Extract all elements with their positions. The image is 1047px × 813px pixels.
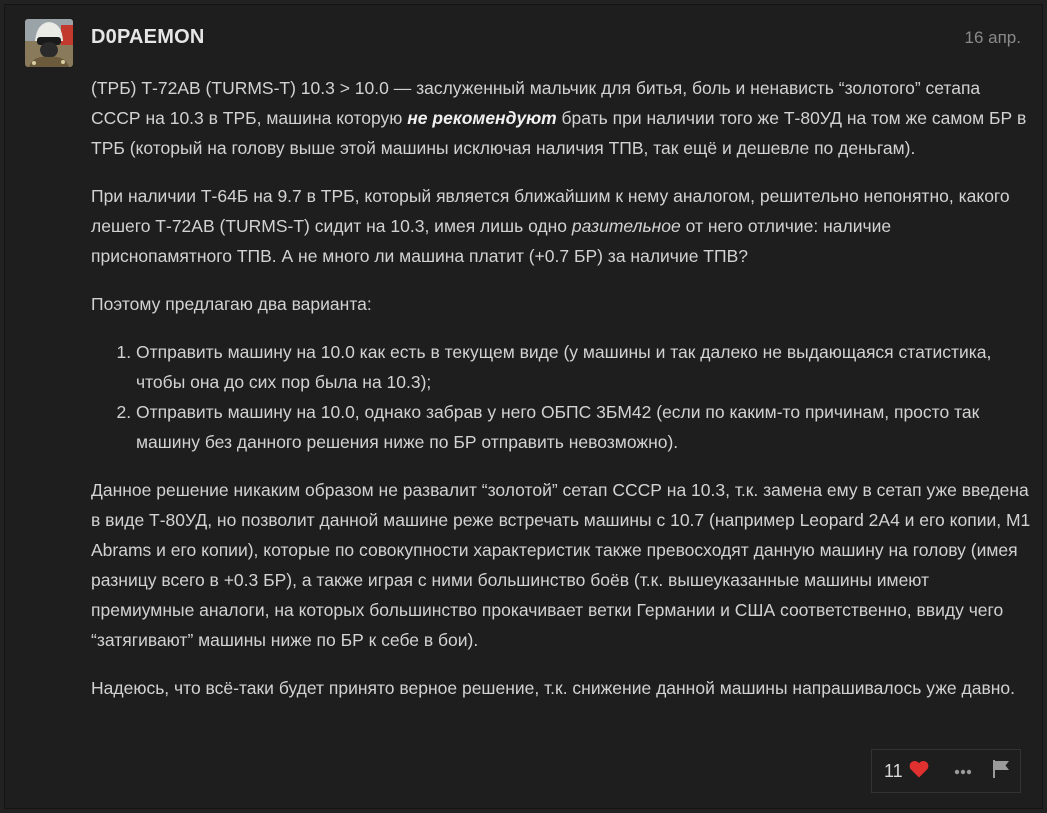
more-options-button[interactable] [943, 750, 981, 792]
options-list [91, 337, 1031, 457]
paragraph-5: Надеюсь, что всё-таки будет принято верное решение, т.к. снижение данной машины напрашивалось уже давно. [91, 678, 1016, 698]
paragraph-3: Поэтому предлагаю два варианта: [91, 294, 372, 314]
flag-icon [992, 759, 1010, 784]
emphasis-not-recommended: не рекомендуют [407, 108, 557, 128]
heart-icon [909, 760, 929, 783]
like-count: 11 [884, 760, 903, 781]
ellipsis-icon [954, 762, 972, 780]
post-actions [871, 749, 1021, 793]
post-date[interactable]: 16 апр. [964, 28, 1021, 47]
pilot-avatar-image [25, 19, 73, 67]
forum-post [4, 4, 1043, 809]
paragraph-4: Данное решение никаким образом не развалит “золотой” сетап СССР на 10.3, т.к. замена ему в сетап уже введена в виде Т-80УД, но позволит данной машине реже встречать машины с 10.7 (например Leopard 2A4 и его копии, M1 Abrams и его копии), которые по совокупности характеристик также превосходят данную машину на голову (имея разницу всего в +0.3 БР), а также играя с ними большинство боёв (т.к. вышеуказанные машины имеют премиумные аналоги, на которых большинство прокачивает ветки Германии и США соответственно, ввиду чего “затягивают” машины ниже по БР к себе в бои). [91, 480, 1031, 650]
flag-button[interactable] [982, 750, 1020, 792]
list-item: 2. Отправить машину на 10.0, однако забрав у него ОБПС 3БМ42 (если по каким-то причинам, просто так машину без данного решения ниже по БР отправить невозможно). [136, 397, 1031, 457]
paragraph-2: При наличии Т-64Б на 9.7 в ТРБ, который является ближайшим к нему аналогом, решительно непонятно, какого лешего Т-72АВ (TURMS-T) сидит на 10.3, имея лишь одно разительное от него отличие: наличие приснопамятного ТПВ. А не много ли машина платит (+0.7 БР) за наличие ТПВ? [91, 186, 1010, 266]
list-item: 1. Отправить машину на 10.0 как есть в текущем виде (у машины и так далеко не выдающаяся статистика, чтобы она до сих пор была на 10.3); [136, 337, 1031, 397]
author-username[interactable]: D0PAEMON [91, 26, 205, 48]
avatar[interactable] [25, 19, 73, 67]
emphasis-striking: разительное [571, 216, 681, 236]
post-body [91, 73, 1031, 721]
paragraph-1: (ТРБ) Т-72АВ (TURMS-T) 10.3 > 10.0 — заслуженный мальчик для битья, боль и ненависть “золотого” сетапа СССР на 10.3 в ТРБ, машина которую не рекомендуют брать при наличии того же Т-80УД на том же самом БР в ТРБ (который на голову выше этой машины исключая наличия ТПВ, так ещё и дешевле по деньгам). [91, 78, 1027, 158]
like-button[interactable] [872, 750, 943, 792]
